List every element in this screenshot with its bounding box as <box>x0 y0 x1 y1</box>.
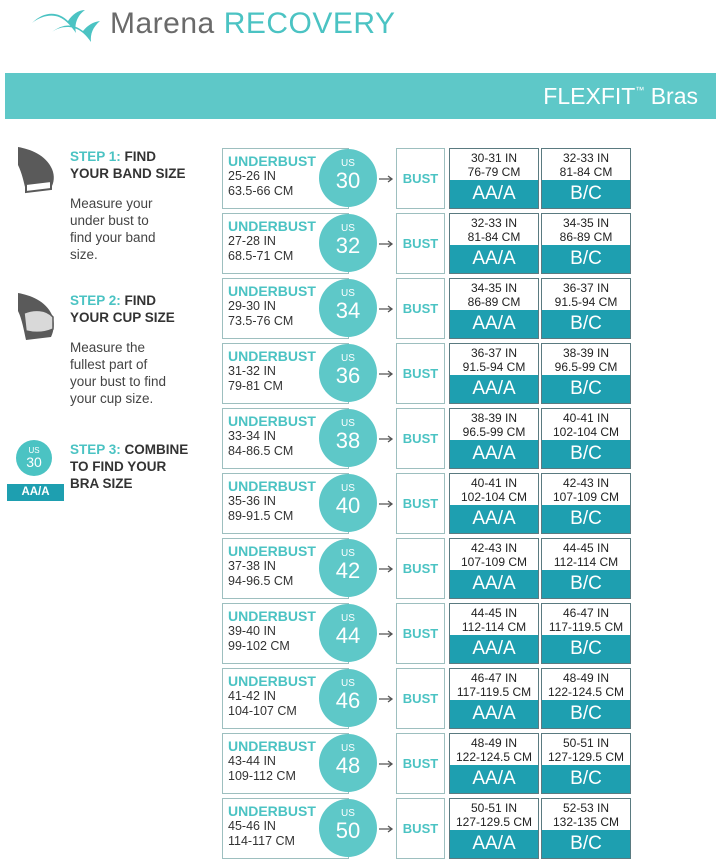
bust-label: BUST <box>396 798 445 859</box>
underbust-inches: 43-44 IN <box>228 754 276 768</box>
cup-a-size: AA/A <box>450 830 538 858</box>
cup-b-inches: 48-49 IN <box>562 671 610 685</box>
step-2-description <box>70 339 175 407</box>
cup-b-inches: 38-39 IN <box>562 346 610 360</box>
band-size: 30 <box>335 168 361 193</box>
underbust-cm: 89-91.5 CM <box>228 509 294 523</box>
cup-b-inches: 36-37 IN <box>562 281 610 295</box>
bust-label: BUST <box>396 408 445 469</box>
cup-cell-a <box>449 148 539 209</box>
step-2-number: STEP 2: <box>70 293 121 308</box>
arrow-right-icon <box>379 760 394 768</box>
size-row <box>222 213 632 274</box>
cup-a-size: AA/A <box>450 440 538 468</box>
arrow-right-icon <box>379 435 394 443</box>
us-label: US <box>341 548 355 559</box>
underbust-inches: 31-32 IN <box>228 364 276 378</box>
underbust-inches: 33-34 IN <box>228 429 276 443</box>
bust-label: BUST <box>396 148 445 209</box>
step-2-desc-line: your cup size. <box>70 391 154 406</box>
band-size: 48 <box>335 753 361 778</box>
band-size-circle <box>319 539 377 597</box>
cup-b-size: B/C <box>542 375 630 403</box>
step-1-desc-line: size. <box>70 247 98 262</box>
cup-a-cm: 107-109 CM <box>460 555 528 569</box>
underbust-label: UNDERBUST <box>228 218 316 234</box>
band-size-circle <box>319 149 377 207</box>
band-size-circle <box>319 344 377 402</box>
band-size-circle <box>319 409 377 467</box>
cup-a-inches: 36-37 IN <box>470 346 518 360</box>
cup-b-cm: 102-104 CM <box>552 425 620 439</box>
banner-product: FLEXFIT <box>543 83 636 109</box>
band-size: 36 <box>335 363 361 388</box>
underbust-label: UNDERBUST <box>228 803 316 819</box>
arrow-right-icon <box>379 565 394 573</box>
cup-a-cm: 76-79 CM <box>467 165 521 179</box>
banner-title <box>543 83 698 110</box>
step-2-title <box>70 292 175 326</box>
underbust-inches: 27-28 IN <box>228 234 276 248</box>
arrow-right-icon <box>379 305 394 313</box>
cup-a-inches: 40-41 IN <box>470 476 518 490</box>
size-row <box>222 798 632 859</box>
cup-a-inches: 38-39 IN <box>470 411 518 425</box>
step-2-desc-line: fullest part of <box>70 357 148 372</box>
cup-a-size: AA/A <box>450 180 538 208</box>
underbust-inches: 41-42 IN <box>228 689 276 703</box>
bust-label: BUST <box>396 668 445 729</box>
step-3 <box>70 441 188 492</box>
cup-cell-a <box>449 798 539 859</box>
band-size: 50 <box>335 818 361 843</box>
step-1 <box>70 148 186 263</box>
band-size: 42 <box>335 558 361 583</box>
cup-b-inches: 44-45 IN <box>562 541 610 555</box>
underbust-label: UNDERBUST <box>228 738 316 754</box>
cup-a-cm: 127-129.5 CM <box>455 815 533 829</box>
bust-label: BUST <box>396 603 445 664</box>
brand-name: Marena <box>110 7 215 40</box>
cup-b-inches: 50-51 IN <box>562 736 610 750</box>
underbust-inches: 35-36 IN <box>228 494 276 508</box>
cup-cell-b <box>541 798 631 859</box>
band-size: 40 <box>335 493 361 518</box>
cup-a-cm: 122-124.5 CM <box>455 750 533 764</box>
size-row <box>222 408 632 469</box>
us-label: US <box>341 288 355 299</box>
cup-a-cm: 91.5-94 CM <box>462 360 526 374</box>
torso-cup-icon <box>14 291 58 343</box>
cup-b-inches: 46-47 IN <box>562 606 610 620</box>
cup-a-inches: 34-35 IN <box>470 281 518 295</box>
cup-b-inches: 42-43 IN <box>562 476 610 490</box>
cup-cell-b <box>541 343 631 404</box>
bust-label: BUST <box>396 278 445 339</box>
band-size: 38 <box>335 428 361 453</box>
cup-b-size: B/C <box>542 180 630 208</box>
cup-a-inches: 50-51 IN <box>470 801 518 815</box>
cup-a-cm: 81-84 CM <box>467 230 521 244</box>
step-1-desc-line: under bust to <box>70 213 149 228</box>
cup-a-inches: 42-43 IN <box>470 541 518 555</box>
underbust-cm: 94-96.5 CM <box>228 574 294 588</box>
underbust-label: UNDERBUST <box>228 283 316 299</box>
cup-b-inches: 34-35 IN <box>562 216 610 230</box>
cup-a-inches: 44-45 IN <box>470 606 518 620</box>
cup-cell-b <box>541 473 631 534</box>
step-2-title-rest: FIND <box>124 293 157 308</box>
cup-b-cm: 127-129.5 CM <box>547 750 625 764</box>
step-1-title-rest: FIND <box>124 149 157 164</box>
band-size-circle <box>319 669 377 727</box>
cup-cell-a <box>449 668 539 729</box>
us-label: US <box>341 743 355 754</box>
step-3-number: STEP 3: <box>70 442 121 457</box>
size-row <box>222 668 632 729</box>
arrow-right-icon <box>379 630 394 638</box>
cup-b-size: B/C <box>542 830 630 858</box>
cup-a-cm: 117-119.5 CM <box>456 685 532 699</box>
cup-b-cm: 81-84 CM <box>559 165 613 179</box>
step-1-title <box>70 148 186 182</box>
step-1-desc-line: find your band <box>70 230 156 245</box>
cup-a-inches: 32-33 IN <box>470 216 518 230</box>
bust-label: BUST <box>396 343 445 404</box>
size-row <box>222 603 632 664</box>
cup-b-size: B/C <box>542 765 630 793</box>
cup-cell-b <box>541 538 631 599</box>
cup-b-cm: 91.5-94 CM <box>554 295 618 309</box>
underbust-cm: 99-102 CM <box>228 639 290 653</box>
underbust-inches: 39-40 IN <box>228 624 276 638</box>
underbust-label: UNDERBUST <box>228 153 316 169</box>
underbust-inches: 45-46 IN <box>228 819 276 833</box>
band-size: 44 <box>335 623 361 648</box>
cup-cell-a <box>449 278 539 339</box>
example-band-number: 30 <box>26 454 42 470</box>
bust-label: BUST <box>396 473 445 534</box>
band-size-circle <box>319 799 377 857</box>
cup-cell-a <box>449 473 539 534</box>
brand-subtitle: RECOVERY <box>223 7 396 40</box>
band-size-circle <box>319 214 377 272</box>
bust-label: BUST <box>396 733 445 794</box>
underbust-inches: 37-38 IN <box>228 559 276 573</box>
arrow-right-icon <box>379 695 394 703</box>
size-row <box>222 343 632 404</box>
band-size: 34 <box>335 298 361 323</box>
band-size: 32 <box>335 233 361 258</box>
size-row <box>222 473 632 534</box>
title-banner <box>5 73 716 119</box>
cup-b-cm: 132-135 CM <box>552 815 620 829</box>
us-label: US <box>341 483 355 494</box>
cup-cell-b <box>541 408 631 469</box>
cup-b-cm: 112-114 CM <box>553 555 619 569</box>
cup-a-inches: 30-31 IN <box>470 151 518 165</box>
band-size-circle <box>319 474 377 532</box>
cup-a-size: AA/A <box>450 505 538 533</box>
underbust-label: UNDERBUST <box>228 478 316 494</box>
step-2 <box>70 292 175 407</box>
cup-cell-a <box>449 603 539 664</box>
cup-b-size: B/C <box>542 700 630 728</box>
step-3-title <box>70 441 188 492</box>
cup-cell-b <box>541 213 631 274</box>
cup-a-size: AA/A <box>450 570 538 598</box>
arrow-right-icon <box>379 240 394 248</box>
example-cup-badge: AA/A <box>7 484 64 501</box>
cup-cell-a <box>449 213 539 274</box>
cup-a-size: AA/A <box>450 700 538 728</box>
band-size-circle <box>319 279 377 337</box>
bust-label: BUST <box>396 538 445 599</box>
underbust-cm: 73.5-76 CM <box>228 314 294 328</box>
cup-b-size: B/C <box>542 570 630 598</box>
cup-b-inches: 32-33 IN <box>562 151 610 165</box>
step-1-title-line2: YOUR BAND SIZE <box>70 166 186 181</box>
step-3-title-rest: COMBINE <box>124 442 189 457</box>
step-1-number: STEP 1: <box>70 149 121 164</box>
cup-a-size: AA/A <box>450 310 538 338</box>
cup-cell-b <box>541 733 631 794</box>
us-label: US <box>341 223 355 234</box>
cup-cell-a <box>449 733 539 794</box>
cup-b-inches: 52-53 IN <box>562 801 610 815</box>
step-1-desc-line: Measure your <box>70 196 153 211</box>
us-label: US <box>341 418 355 429</box>
underbust-cm: 68.5-71 CM <box>228 249 294 263</box>
size-row <box>222 148 632 209</box>
cup-cell-b <box>541 148 631 209</box>
cup-b-size: B/C <box>542 505 630 533</box>
cup-a-inches: 46-47 IN <box>470 671 518 685</box>
us-label: US <box>341 613 355 624</box>
trademark-mark: ™ <box>635 85 645 95</box>
size-row <box>222 538 632 599</box>
step-3-title-line2: TO FIND YOUR <box>70 459 167 474</box>
band-size-circle <box>319 604 377 662</box>
band-size-circle <box>319 734 377 792</box>
cup-b-size: B/C <box>542 635 630 663</box>
size-row <box>222 278 632 339</box>
cup-a-cm: 86-89 CM <box>467 295 521 309</box>
us-label: US <box>341 808 355 819</box>
cup-cell-a <box>449 538 539 599</box>
banner-suffix: Bras <box>650 83 698 109</box>
underbust-cm: 109-112 CM <box>228 769 296 783</box>
cup-cell-b <box>541 278 631 339</box>
underbust-cm: 84-86.5 CM <box>228 444 294 458</box>
cup-b-cm: 86-89 CM <box>559 230 613 244</box>
cup-a-size: AA/A <box>450 635 538 663</box>
torso-band-icon <box>14 145 58 195</box>
step-3-title-line3: BRA SIZE <box>70 476 133 491</box>
underbust-inches: 25-26 IN <box>228 169 276 183</box>
us-label: US <box>341 353 355 364</box>
underbust-label: UNDERBUST <box>228 608 316 624</box>
step-2-title-line2: YOUR CUP SIZE <box>70 310 175 325</box>
cup-b-size: B/C <box>542 440 630 468</box>
step-2-desc-line: Measure the <box>70 340 146 355</box>
cup-cell-a <box>449 343 539 404</box>
cup-b-cm: 107-109 CM <box>552 490 620 504</box>
cup-a-cm: 112-114 CM <box>461 620 527 634</box>
cup-b-cm: 117-119.5 CM <box>548 620 624 634</box>
example-us-label: US <box>28 446 40 455</box>
cup-cell-a <box>449 408 539 469</box>
cup-a-size: AA/A <box>450 765 538 793</box>
arrow-right-icon <box>379 500 394 508</box>
cup-a-size: AA/A <box>450 375 538 403</box>
cup-a-size: AA/A <box>450 245 538 273</box>
underbust-label: UNDERBUST <box>228 413 316 429</box>
cup-a-inches: 48-49 IN <box>470 736 518 750</box>
cup-b-inches: 40-41 IN <box>562 411 610 425</box>
size-row <box>222 733 632 794</box>
cup-a-cm: 102-104 CM <box>460 490 528 504</box>
us-label: US <box>341 158 355 169</box>
cup-b-cm: 122-124.5 CM <box>547 685 625 699</box>
bust-label: BUST <box>396 213 445 274</box>
underbust-cm: 79-81 CM <box>228 379 283 393</box>
underbust-cm: 114-117 CM <box>228 834 295 848</box>
marena-wave-logo-icon <box>28 4 102 44</box>
cup-cell-b <box>541 668 631 729</box>
cup-a-cm: 96.5-99 CM <box>462 425 526 439</box>
cup-b-size: B/C <box>542 310 630 338</box>
underbust-label: UNDERBUST <box>228 673 316 689</box>
underbust-label: UNDERBUST <box>228 543 316 559</box>
brand-logo <box>28 4 396 44</box>
arrow-right-icon <box>379 825 394 833</box>
example-band-circle <box>16 440 52 476</box>
us-label: US <box>341 678 355 689</box>
underbust-label: UNDERBUST <box>228 348 316 364</box>
step-1-description <box>70 195 186 263</box>
cup-cell-b <box>541 603 631 664</box>
band-size: 46 <box>335 688 361 713</box>
underbust-cm: 104-107 CM <box>228 704 297 718</box>
cup-b-size: B/C <box>542 245 630 273</box>
arrow-right-icon <box>379 175 394 183</box>
arrow-right-icon <box>379 370 394 378</box>
step-2-desc-line: your bust to find <box>70 374 167 389</box>
cup-b-cm: 96.5-99 CM <box>554 360 618 374</box>
underbust-inches: 29-30 IN <box>228 299 276 313</box>
underbust-cm: 63.5-66 CM <box>228 184 294 198</box>
